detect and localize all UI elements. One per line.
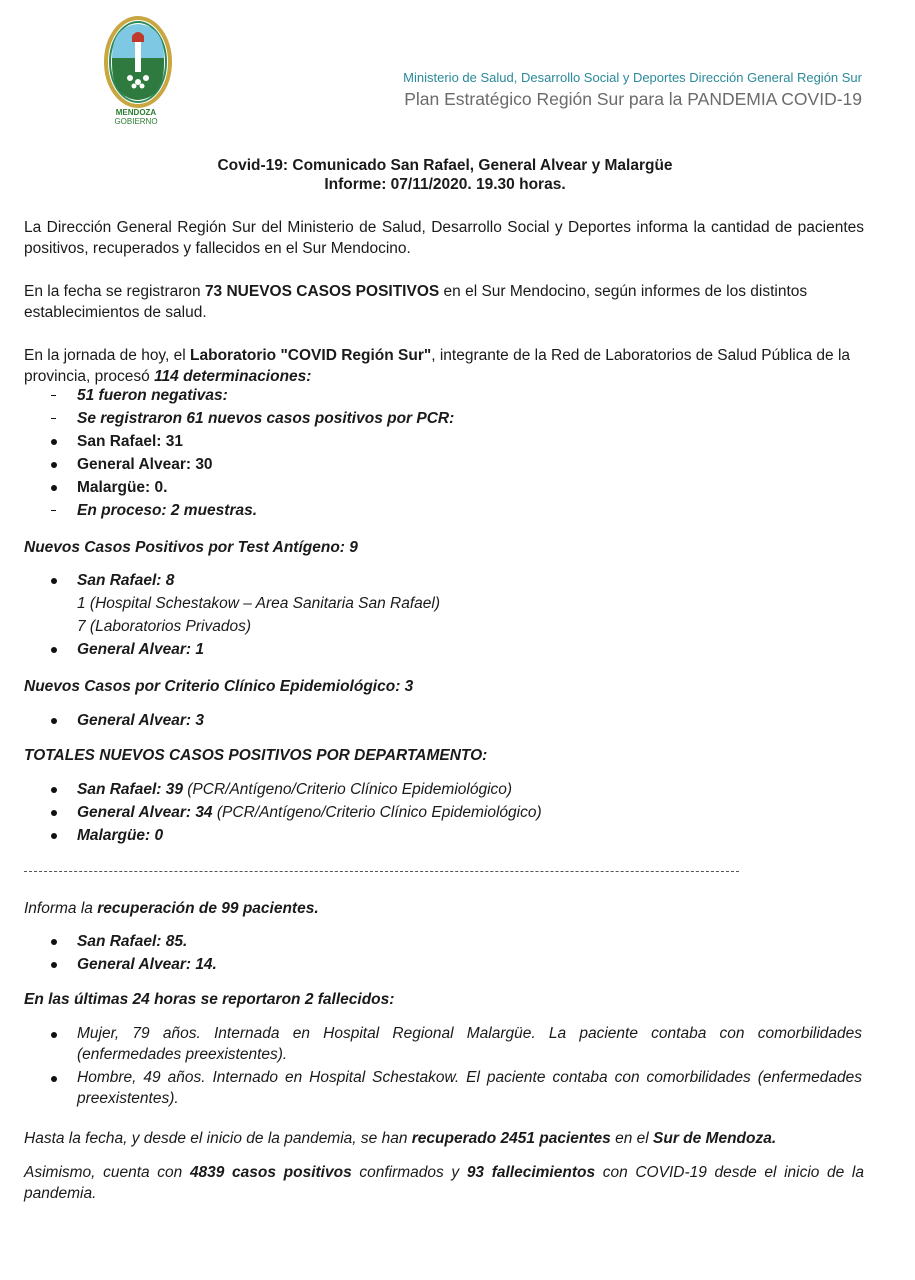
list-item: San Rafael: 85. xyxy=(77,933,188,950)
list-item: En proceso: 2 muestras. xyxy=(77,502,258,519)
logo-caption xyxy=(100,108,172,126)
title-line-2: Informe: 07/11/2020. 19.30 horas. xyxy=(324,176,566,193)
new-cases-paragraph xyxy=(24,281,864,323)
list-item: General Alvear: 14. xyxy=(77,956,217,973)
cumulative-cases-paragraph: Asimismo, cuenta con 4839 casos positivos confirmados y 93 fallecimientos con COVID-19 desde el inicio de la pandemia. xyxy=(24,1164,864,1202)
list-item: General Alvear: 3 xyxy=(77,712,204,729)
section-divider xyxy=(24,871,739,872)
list-item: 51 fueron negativas: xyxy=(77,387,228,404)
recovery-count: recuperación de 99 pacientes. xyxy=(97,900,319,917)
list-item: General Alvear: 1 xyxy=(77,641,204,658)
list-item: Hombre, 49 años. Internado en Hospital Schestakow. El paciente contaba con comorbilidades (enfermedades preexistentes). xyxy=(77,1069,862,1107)
cumulative-deaths-count: 93 fallecimientos xyxy=(466,1164,596,1181)
antigen-detail-1: 1 (Hospital Schestakow – Area Sanitaria San Rafael) xyxy=(77,595,441,612)
new-cases-count: 73 NUEVOS CASOS POSITIVOS xyxy=(204,283,440,300)
lab-mid: , integrante de la Red de Laboratorios de Salud Pública de la provincia, procesó xyxy=(24,347,851,385)
lab-determinations: 114 determinaciones: xyxy=(154,368,312,385)
list-item: Malargüe: 0 xyxy=(77,827,164,844)
lab-name: Laboratorio "COVID Región Sur" xyxy=(190,347,432,364)
list-item: Se registraron 61 nuevos casos positivos por PCR: xyxy=(77,410,455,427)
recovery-paragraph xyxy=(24,898,864,919)
deaths-list xyxy=(48,1023,862,1109)
totals-list xyxy=(48,778,542,847)
title-line-1: Covid-19: Comunicado San Rafael, General Alvear y Malargüe xyxy=(217,157,673,174)
logo-line-2: GOBIERNO xyxy=(114,117,158,126)
lab-paragraph xyxy=(24,345,864,387)
clinical-heading: Nuevos Casos por Criterio Clínico Epidemiológico: 3 xyxy=(24,678,414,695)
recovery-pre: Informa la xyxy=(24,900,98,917)
document-title xyxy=(0,156,890,194)
ministry-header: Ministerio de Salud, Desarrollo Social y Deportes Dirección General Región Sur xyxy=(403,70,862,85)
intro-paragraph: La Dirección General Región Sur del Ministerio de Salud, Desarrollo Social y Deportes informa la cantidad de pacientes positivos, recuperados y fallecidos en el Sur Mendocino. xyxy=(24,219,864,257)
list-item: Mujer, 79 años. Internada en Hospital Regional Malargüe. La paciente contaba con comorbilidades (enfermedades preexistentes). xyxy=(77,1025,862,1063)
plan-header: Plan Estratégico Región Sur para la PANDEMIA COVID-19 xyxy=(404,89,862,109)
new-cases-pre: En la fecha se registraron xyxy=(24,283,205,300)
antigen-heading: Nuevos Casos Positivos por Test Antígeno: 9 xyxy=(24,539,358,556)
logo-line-1: MENDOZA xyxy=(115,108,157,117)
antigen-list xyxy=(48,569,440,661)
clinical-list xyxy=(48,709,204,732)
list-item: San Rafael: 39 (PCR/Antígeno/Criterio Clínico Epidemiológico) xyxy=(77,781,513,798)
list-item: General Alvear: 34 (PCR/Antígeno/Criterio Clínico Epidemiológico) xyxy=(77,804,542,821)
antigen-detail-2: 7 (Laboratorios Privados) xyxy=(77,618,252,635)
cumulative-recovered-paragraph: Hasta la fecha, y desde el inicio de la pandemia, se han recuperado 2451 pacientes en el Sur de Mendoza. xyxy=(24,1130,777,1147)
region-name: Sur de Mendoza. xyxy=(653,1130,777,1147)
list-item: Malargüe: 0. xyxy=(77,479,168,496)
cumulative-cases-count: 4839 casos positivos xyxy=(189,1164,352,1181)
lab-results-list xyxy=(48,384,454,522)
list-item: San Rafael: 8 1 (Hospital Schestakow – Area Sanitaria San Rafael) 7 (Laboratorios Privados) xyxy=(48,569,440,638)
list-item: San Rafael: 31 xyxy=(77,433,183,450)
totals-heading: TOTALES NUEVOS CASOS POSITIVOS POR DEPARTAMENTO: xyxy=(24,747,488,764)
cumulative-recovered-count: recuperado 2451 pacientes xyxy=(411,1130,611,1147)
list-item: General Alvear: 30 xyxy=(77,456,213,473)
lab-pre: En la jornada de hoy, el xyxy=(24,347,191,364)
new-cases-post: en el Sur Mendocino, según informes de los distintos establecimientos de salud. xyxy=(24,283,808,321)
recovery-list xyxy=(48,930,217,976)
deaths-heading: En las últimas 24 horas se reportaron 2 fallecidos: xyxy=(24,991,395,1008)
